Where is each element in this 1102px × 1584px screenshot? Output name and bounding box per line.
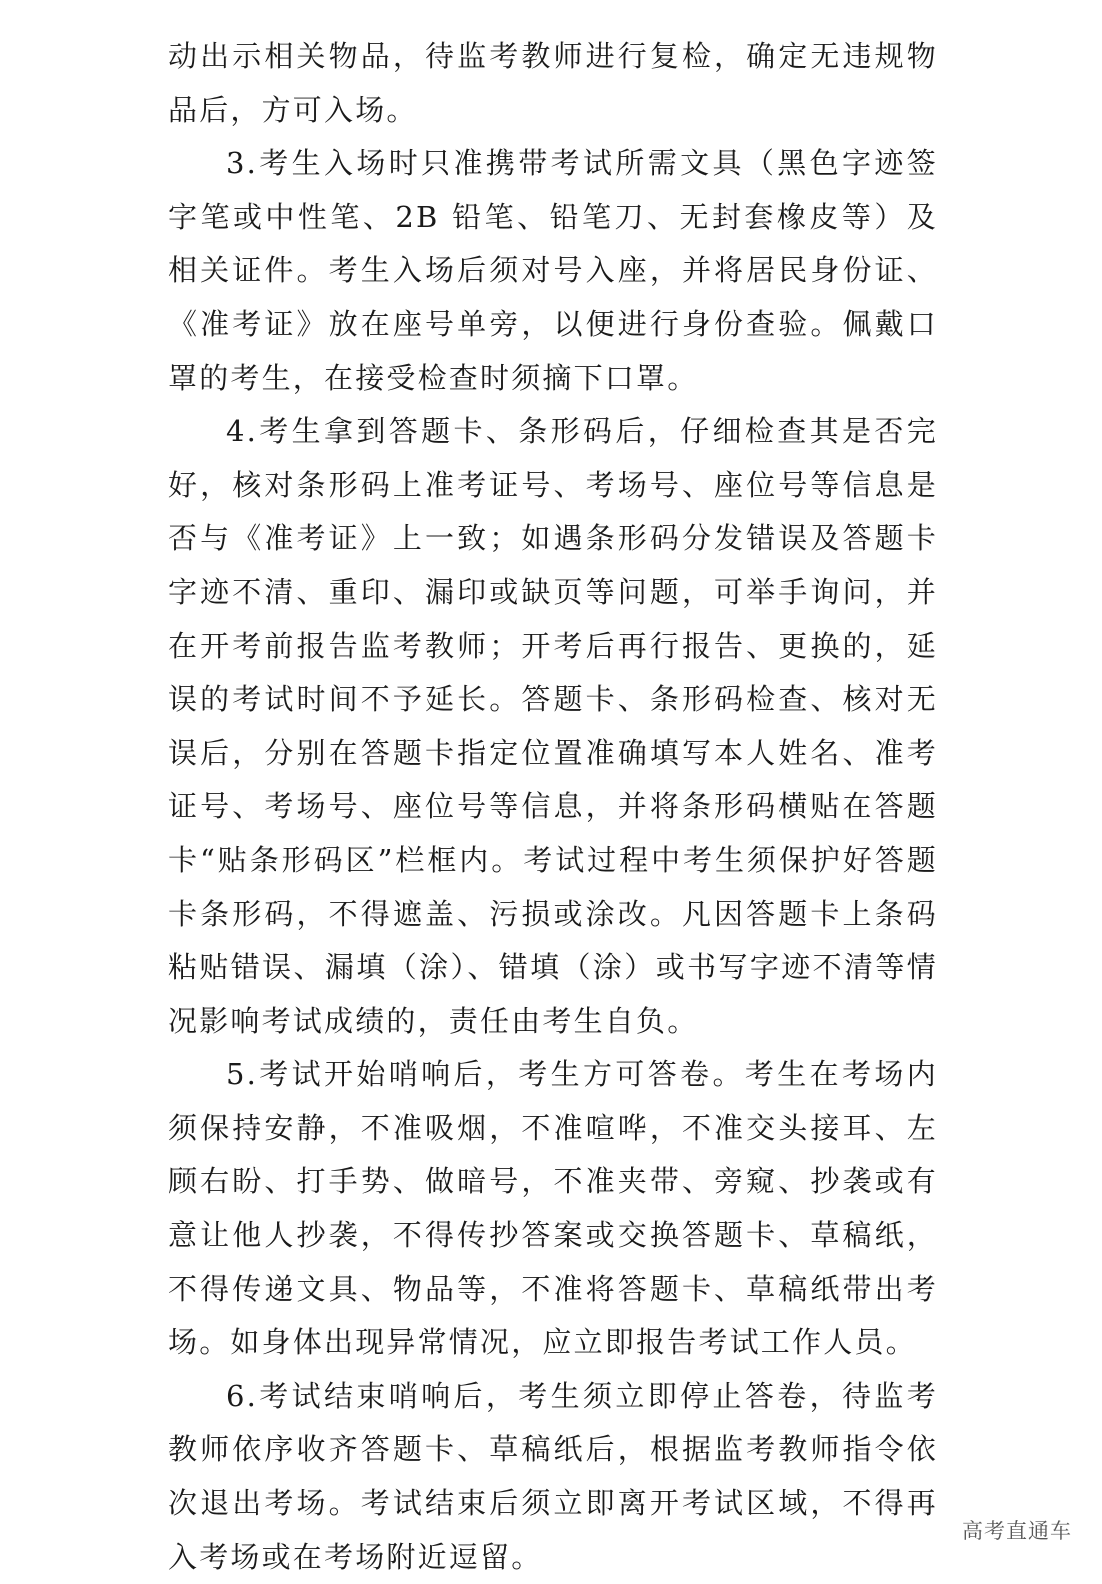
paragraph-rule-4: 4.考生拿到答题卡、条形码后，仔细检查其是否完好，核对条形码上准考证号、考场号、座位号等信息是否与《准考证》上一致；如遇条形码分发错误及答题卡字迹不清、重印、漏印或缺页等问题，可举手询问，并在开考前报告监考教师；开考后再行报告、更换的，延误的考试时间不予延长。答题卡、条形码检查、核对无误后，分别在答题卡指定位置准确填写本人姓名、准考证号、考场号、座位号等信息，并将条形码横贴在答题卡“贴条形码区”栏框内。考试过程中考生须保护好答题卡条形码，不得遮盖、污损或涂改。凡因答题卡上条码粘贴错误、漏填（涂）、错填（涂）或书写字迹不清等情况影响考试成绩的，责任由考生自负。: [168, 414, 938, 1038]
watermark-text: 高考直通车: [962, 1519, 1072, 1543]
document-page: [168, 30, 938, 1584]
paragraph-rule-6: 6.考试结束哨响后，考生须立即停止答卷，待监考教师依序收齐答题卡、草稿纸后，根据监考教师指令依次退出考场。考试结束后须立即离开考试区域，不得再入考场或在考场附近逗留。: [168, 1378, 938, 1574]
paragraph-continuation: 动出示相关物品，待监考教师进行复检，确定无违规物品后，方可入场。: [168, 39, 938, 127]
paragraph-rule-3: 3.考生入场时只准携带考试所需文具（黑色字迹签字笔或中性笔、2B 铅笔、铅笔刀、无封套橡皮等）及相关证件。考生入场后须对号入座，并将居民身份证、《准考证》放在座号单旁，以便进行身份查验。佩戴口罩的考生，在接受检查时须摘下口罩。: [168, 146, 938, 395]
paragraph-rule-5: 5.考试开始哨响后，考生方可答卷。考生在考场内须保持安静，不准吸烟，不准喧哗，不准交头接耳、左顾右盼、打手势、做暗号，不准夹带、旁窥、抄袭或有意让他人抄袭，不得传抄答案或交换答题卡、草稿纸，不得传递文具、物品等，不准将答题卡、草稿纸带出考场。如身体出现异常情况，应立即报告考试工作人员。: [168, 1057, 938, 1360]
